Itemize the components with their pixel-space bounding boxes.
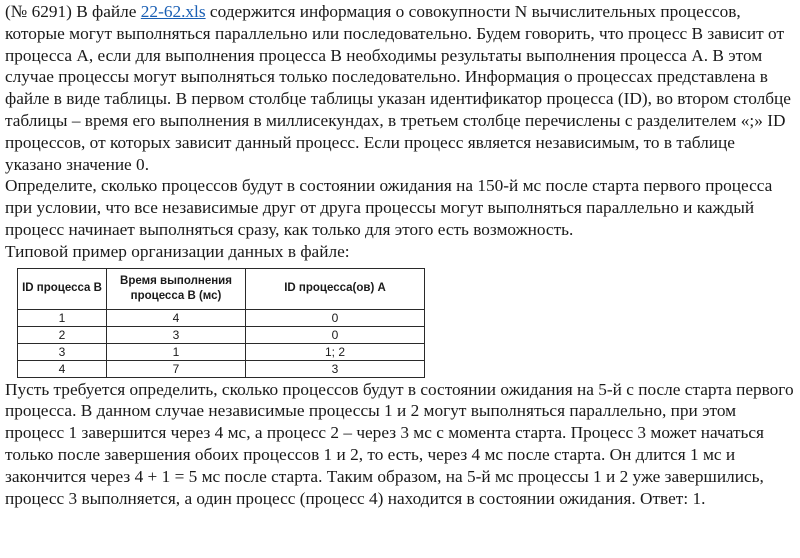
table-row [18,343,425,360]
cell-time: 4 [107,309,246,326]
cell-deps: 0 [246,309,425,326]
task-prefix: (№ 6291) В файле [5,2,141,21]
cell-time: 7 [107,360,246,377]
table-row [18,360,425,377]
table-row [18,309,425,326]
task-question: Определите, сколько процессов будут в состоянии ожидания на 150-й мс после старта первого процесса при условии, что все независимые друг от друга процессы могут выполняться параллельно и каждый процесс начинает выполняться сразу, как только для этого есть возможность. [5,176,773,239]
task-intro-paragraph [5,1,796,175]
table-header-row [18,268,425,309]
cell-id: 2 [18,326,107,343]
cell-deps: 0 [246,326,425,343]
header-id-a: ID процесса(ов) A [246,268,425,309]
example-explanation: Пусть требуется определить, сколько процессов будут в состоянии ожидания на 5-й с после старта первого процесса. В данном случае независимые процессы 1 и 2 могут выполняться параллельно, при этом процесс 1 завершится через 4 мс, а процесс 2 – через 3 мс с момента старта. Процесс 3 может начаться только после завершения обоих процессов 1 и 2, то есть, через 4 мс после старта. Он длится 1 мс и закончится через 4 + 1 = 5 мс после старта. Таким образом, на 5-й мс процессы 1 и 2 уже завершились, процесс 3 выполняется, а один процесс (процесс 4) находится в состоянии ожидания. Ответ: 1. [5,379,794,508]
task-intro-text: содержится информация о совокупности N вычислительных процессов, которые могут выполняться параллельно или последовательно. Будем говорить, что процесс B зависит от процесса A, если для выполнения процесса B необходимы результаты выполнения процесса A. В этом случае процессы могут выполняться только последовательно. Информация о процессах представлена в файле в виде таблицы. В первом столбце таблицы указан идентификатор процесса (ID), во втором столбце таблицы – время его выполнения в миллисекундах, в третьем столбце перечислены с разделителем «;» ID процессов, от которых зависит данный процесс. Если процесс является независимым, то в таблице указано значение 0. [5,2,791,174]
file-link[interactable]: 22-62.xls [140,2,206,21]
table-row [18,326,425,343]
example-data-table [17,268,425,378]
cell-deps: 3 [246,360,425,377]
cell-time: 1 [107,343,246,360]
cell-id: 1 [18,309,107,326]
example-label: Типовой пример организации данных в файле: [5,241,350,261]
cell-deps: 1; 2 [246,343,425,360]
cell-time: 3 [107,326,246,343]
cell-id: 3 [18,343,107,360]
cell-id: 4 [18,360,107,377]
header-duration: Время выполнения процесса B (мс) [107,268,246,309]
header-id-b: ID процесса B [18,268,107,309]
